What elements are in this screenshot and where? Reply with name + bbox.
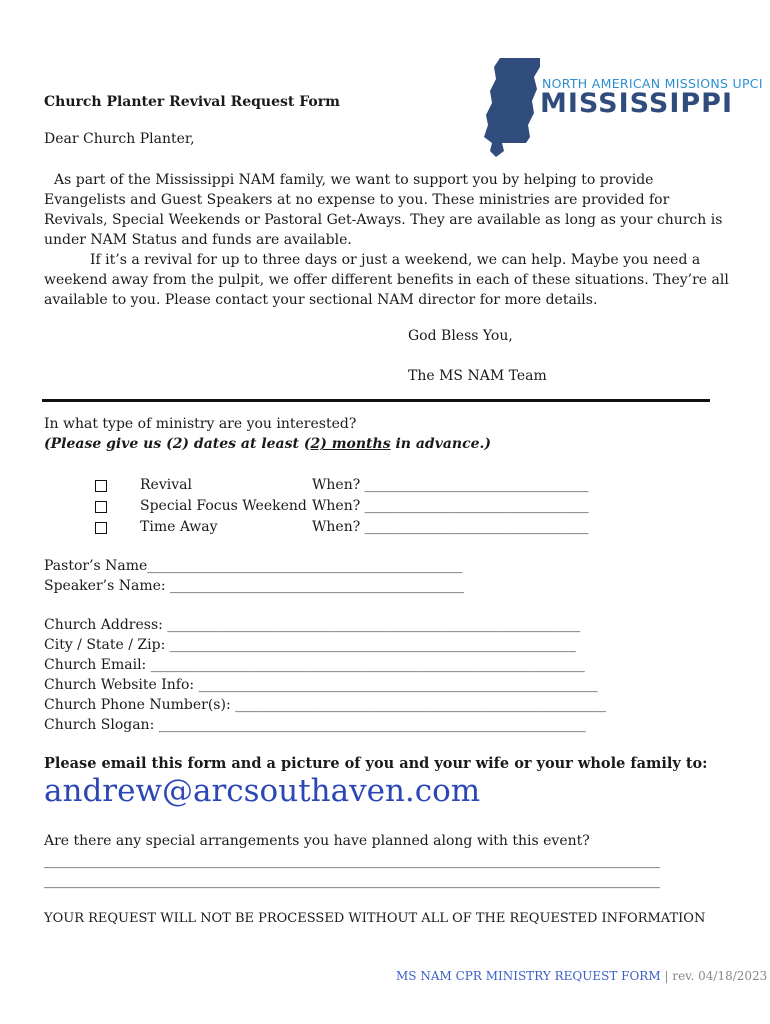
church-slogan-field[interactable]: Church Slogan: _____________________________________________________________ bbox=[44, 717, 586, 733]
special-focus-weekend-when-field[interactable]: When? ________________________________ bbox=[312, 498, 589, 514]
church-address-field[interactable]: Church Address: ___________________________________________________________ bbox=[44, 617, 581, 633]
logo-title: MISSISSIPPI bbox=[540, 88, 733, 119]
special-arrangements-line-1[interactable]: ________________________________________________________________________________________ bbox=[44, 853, 660, 869]
processing-notice: YOUR REQUEST WILL NOT BE PROCESSED WITHOUT ALL OF THE REQUESTED INFORMATION bbox=[44, 911, 706, 926]
logo-subtitle: NORTH AMERICAN MISSIONS UPCI bbox=[542, 76, 763, 91]
mississippi-state-shape-icon bbox=[484, 58, 540, 157]
revival-when-field[interactable]: When? ________________________________ bbox=[312, 477, 589, 493]
option-label-special-focus-weekend: Special Focus Weekend bbox=[140, 498, 307, 514]
intro-paragraph: As part of the Mississippi NAM family, we want to support you by helping to provide Evangelists and Guest Speakers at no expense to you. These ministries are provided for Revivals, Special Weekends or Pastoral Get-Aways. They are available as long as your church is under NAM Status and funds are available. bbox=[44, 172, 723, 248]
special-arrangements-line-2[interactable]: ________________________________________________________________________________________ bbox=[44, 873, 660, 889]
church-phone-field[interactable]: Church Phone Number(s): _____________________________________________________ bbox=[44, 697, 607, 713]
city-state-zip-field[interactable]: City / State / Zip: __________________________________________________________ bbox=[44, 637, 576, 653]
speaker-name-field[interactable]: Speaker’s Name: __________________________________________ bbox=[44, 578, 465, 594]
email-address-link[interactable]: andrew@arcsouthaven.com bbox=[44, 773, 481, 809]
greeting: Dear Church Planter, bbox=[44, 131, 195, 147]
pastor-name-field[interactable]: Pastor’s Name_____________________________________________ bbox=[44, 558, 463, 574]
time-away-checkbox[interactable] bbox=[95, 522, 107, 534]
email-instruction: Please email this form and a picture of you and your wife or your whole family to: bbox=[44, 755, 708, 772]
signature: The MS NAM Team bbox=[408, 368, 547, 384]
section-divider bbox=[42, 399, 710, 402]
option-label-revival: Revival bbox=[140, 477, 192, 493]
option-label-time-away: Time Away bbox=[140, 519, 218, 535]
special-arrangements-question: Are there any special arrangements you have planned along with this event? bbox=[44, 833, 590, 849]
revival-checkbox[interactable] bbox=[95, 480, 107, 492]
special-focus-weekend-checkbox[interactable] bbox=[95, 501, 107, 513]
ministry-question: In what type of ministry are you interested? bbox=[44, 416, 357, 432]
footer-form-name: MS NAM CPR MINISTRY REQUEST FORM bbox=[396, 969, 661, 983]
form-title: Church Planter Revival Request Form bbox=[44, 94, 340, 110]
closing: God Bless You, bbox=[408, 328, 513, 344]
dates-instruction: (Please give us (2) dates at least (2) months in advance.) bbox=[44, 436, 492, 452]
footer bbox=[396, 969, 767, 983]
time-away-when-field[interactable]: When? ________________________________ bbox=[312, 519, 589, 535]
church-website-field[interactable]: Church Website Info: _________________________________________________________ bbox=[44, 677, 598, 693]
details-paragraph: If it’s a revival for up to three days or just a weekend, we can help. Maybe you need a weekend away from the pulpit, we offer different benefits in each of these situations. They’re all available to you. Please contact your sectional NAM director for more details. bbox=[44, 252, 729, 308]
footer-separator: | bbox=[664, 969, 669, 983]
church-email-field[interactable]: Church Email: ______________________________________________________________ bbox=[44, 657, 585, 673]
footer-revision: rev. 04/18/2023 bbox=[672, 969, 768, 983]
